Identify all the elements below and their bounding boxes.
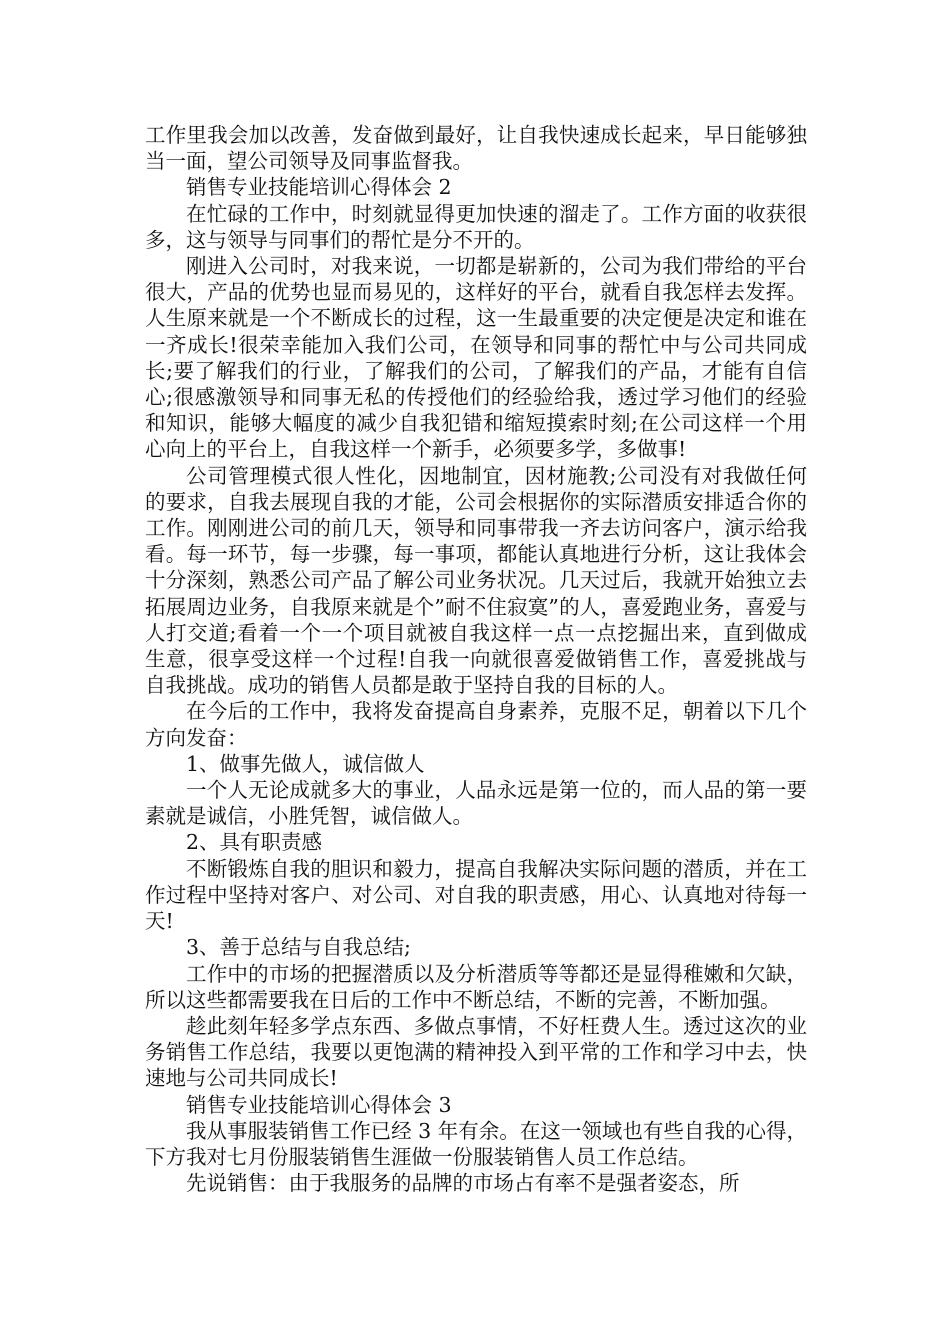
list-item-heading: 3、善于总结与自我总结;: [186, 935, 411, 960]
paragraph: 工作中的市场的把握潜质以及分析潜质等等都还是显得稚嫩和欠缺，所以这些都需要我在日后的工作中不断总结，不断的完善，不断加强。: [145, 961, 807, 1012]
paragraph: 我从事服装销售工作已经 3 年有余。在这一领域也有些自我的心得，下方我对七月份服装销售生涯做一份服装销售人员工作总结。: [145, 1118, 807, 1169]
paragraph: 工作里我会加以改善，发奋做到最好，让自我快速成长起来，早日能够独当一面，望公司领导及同事监督我。: [145, 123, 807, 174]
section-heading: 销售专业技能培训心得体会 3: [186, 1092, 452, 1117]
paragraph: 刚进入公司时，对我来说，一切都是崭新的，公司为我们带给的平台很大，产品的优势也显而易见的，这样好的平台，就看自我怎样去发挥。人生原来就是一个不断成长的过程，这一生最重要的决定便是决定和谁在一齐成长!很荣幸能加入我们公司，在领导和同事的帮忙中与公司共同成长;要了解我们的行业，了解我们的公司，了解我们的产品，才能有自信心;很感激领导和同事无私的传授他们的经验给我，透过学习他们的经验和知识，能够大幅度的减少自我犯错和缩短摸索时刻;在公司这样一个用心向上的平台上，自我这样一个新手，必须要多学，多做事!: [145, 254, 807, 462]
paragraph: 一个人无论成就多大的事业，人品永远是第一位的，而人品的第一要素就是诚信，小胜凭智，诚信做人。: [145, 778, 807, 829]
paragraph: 趁此刻年轻多学点东西、多做点事情，不好枉费人生。透过这次的业务销售工作总结，我要以更饱满的精神投入到平常的工作和学习中去，快速地与公司共同成长!: [145, 1013, 807, 1091]
list-item-heading: 2、具有职责感: [186, 830, 323, 855]
paragraph: 先说销售：由于我服务的品牌的市场占有率不是强者姿态，所: [186, 1171, 740, 1196]
document-page: [145, 122, 807, 1196]
paragraph: 在今后的工作中，我将发奋提高自身素养，克服不足，朝着以下几个方向发奋：: [145, 699, 807, 750]
section-heading: 销售专业技能培训心得体会 2: [186, 175, 452, 200]
paragraph: 公司管理模式很人性化，因地制宜，因材施教;公司没有对我做任何的要求，自我去展现自我的才能，公司会根据你的实际潜质安排适合你的工作。刚刚进公司的前几天，领导和同事带我一齐去访问客户，演示给我看。每一环节，每一步骤，每一事项，都能认真地进行分析，这让我体会十分深刻，熟悉公司产品了解公司业务状况。几天过后，我就开始独立去拓展周边业务，自我原来就是个”耐不住寂寞”的人，喜爱跑业务，喜爱与人打交道;看着一个一个项目就被自我这样一点一点挖掘出来，直到做成生意，很享受这样一个过程!自我一向就很喜爱做销售工作，喜爱挑战与自我挑战。成功的销售人员都是敢于坚持自我的目标的人。: [145, 463, 807, 698]
list-item-heading: 1、做事先做人，诚信做人: [186, 751, 425, 776]
paragraph: 在忙碌的工作中，时刻就显得更加快速的溜走了。工作方面的收获很多，这与领导与同事们的帮忙是分不开的。: [145, 201, 807, 252]
paragraph: 不断锻炼自我的胆识和毅力，提高自我解决实际问题的潜质，并在工作过程中坚持对客户、对公司、对自我的职责感，用心、认真地对待每一天!: [145, 856, 807, 934]
